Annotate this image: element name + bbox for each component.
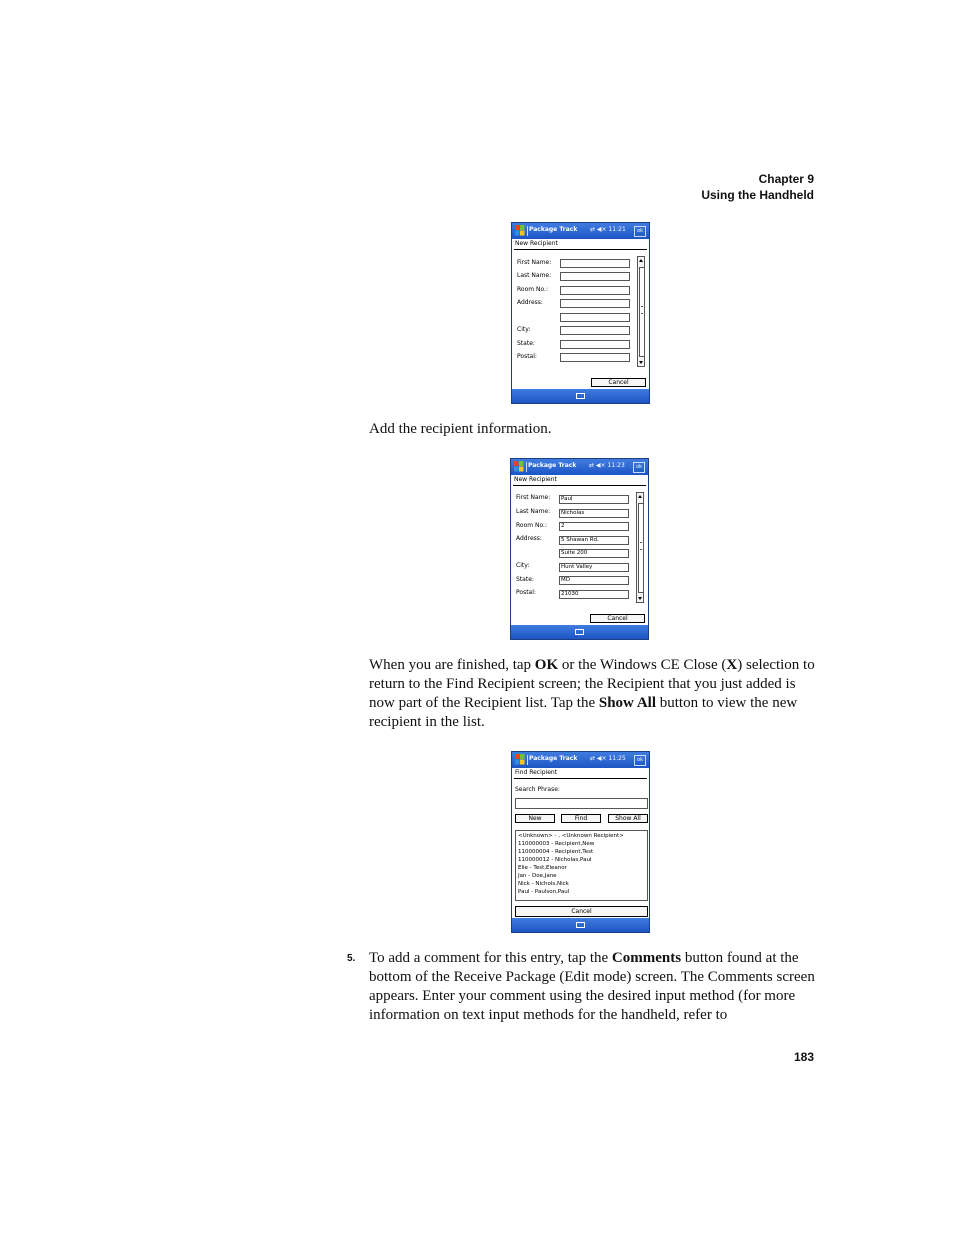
room-no-label: Room No.: <box>516 522 547 529</box>
address-label: Address: <box>517 299 543 306</box>
comments-emphasis: Comments <box>611 950 682 966</box>
text-run: ) selection to return to the Find Recipient screen; the Recipient that you just added is now part of the Recipient list. Tap the <box>369 657 815 711</box>
scroll-down-arrow-icon[interactable] <box>639 361 643 364</box>
keyboard-icon[interactable] <box>575 629 584 635</box>
step-5-paragraph <box>369 949 815 1025</box>
chapter-label: Chapter 9 <box>758 172 814 186</box>
windows-flag-icon[interactable] <box>514 461 524 472</box>
list-item[interactable]: Paul - Paulson,Paul <box>518 889 570 895</box>
scroll-thumb[interactable] <box>638 503 644 593</box>
step-number: 5. <box>347 953 356 964</box>
title-bar <box>512 752 649 768</box>
text-run: When you are finished, tap <box>369 657 535 673</box>
scroll-up-arrow-icon[interactable] <box>638 495 642 498</box>
postal-label: Postal: <box>517 353 537 360</box>
city-label: City: <box>517 326 531 333</box>
postal-field[interactable]: 21030 <box>559 590 629 599</box>
screen-heading: Find Recipient <box>515 769 558 776</box>
text-run: button to view the new recipient in the list. <box>369 695 798 730</box>
status-icons-time[interactable]: ⇄ ◀× 11:23 <box>589 462 625 469</box>
last-name-field[interactable]: Nicholas <box>559 509 629 518</box>
text-run: To add a comment for this entry, tap the <box>369 950 612 966</box>
ok-button[interactable]: ok <box>634 226 646 237</box>
last-name-label: Last Name: <box>517 272 552 279</box>
address-line2-field[interactable] <box>560 313 630 322</box>
vertical-scrollbar[interactable] <box>636 492 644 603</box>
address-line2-field[interactable]: Suite 200 <box>559 549 629 558</box>
instruction-finish-paragraph <box>369 656 815 732</box>
screen-heading: New Recipient <box>515 240 558 247</box>
list-item[interactable]: 110000012 - Nicholas,Paul <box>518 857 592 863</box>
state-field[interactable] <box>560 340 630 349</box>
text-run: or the Windows CE Close ( <box>558 657 727 673</box>
last-name-field[interactable] <box>560 272 630 281</box>
new-recipient-empty-screenshot <box>511 222 650 404</box>
last-name-label: Last Name: <box>516 508 551 515</box>
room-no-field[interactable]: 2 <box>559 522 629 531</box>
cancel-button[interactable]: Cancel <box>590 614 645 623</box>
app-title: Package Track <box>528 462 577 469</box>
state-label: State: <box>516 576 534 583</box>
room-no-field[interactable] <box>560 286 630 295</box>
grip-icon <box>641 306 643 314</box>
divider <box>514 778 647 779</box>
search-phrase-input[interactable] <box>515 798 648 809</box>
cancel-button[interactable]: Cancel <box>515 906 648 917</box>
keyboard-icon[interactable] <box>576 922 585 928</box>
postal-field[interactable] <box>560 353 630 362</box>
ok-button[interactable]: ok <box>634 755 646 766</box>
grip-icon <box>640 542 642 550</box>
list-item[interactable]: Jan - Doe,Jane <box>518 873 557 879</box>
city-field[interactable] <box>560 326 630 335</box>
title-bar <box>511 459 648 475</box>
cancel-button[interactable]: Cancel <box>591 378 646 387</box>
first-name-field[interactable]: Paul <box>559 495 629 504</box>
address-line1-field[interactable] <box>560 299 630 308</box>
list-item[interactable]: <Unknown> - , <Unknown Recipient> <box>518 833 624 839</box>
room-no-label: Room No.: <box>517 286 548 293</box>
text-run: button found at the bottom of the Receive Package (Edit mode) screen. The Comments screen appears. Enter your comment using the desired input method (for more information on text input methods for the handheld, refer to <box>369 950 815 1023</box>
state-field[interactable]: MD <box>559 576 629 585</box>
windows-flag-icon[interactable] <box>515 225 525 236</box>
scroll-down-arrow-icon[interactable] <box>638 597 642 600</box>
show-all-emphasis: Show All <box>598 695 656 711</box>
address-line1-field[interactable]: 5 Shawan Rd. <box>559 536 629 545</box>
divider <box>513 485 646 486</box>
city-label: City: <box>516 562 530 569</box>
screen-heading: New Recipient <box>514 476 557 483</box>
ok-emphasis: OK <box>534 657 559 673</box>
postal-label: Postal: <box>516 589 536 596</box>
new-recipient-filled-screenshot <box>510 458 649 640</box>
instruction-add-recipient: Add the recipient information. <box>369 421 552 437</box>
keyboard-icon[interactable] <box>576 393 585 399</box>
first-name-field[interactable] <box>560 259 630 268</box>
ok-button[interactable]: ok <box>633 462 645 473</box>
section-label: Using the Handheld <box>701 188 814 202</box>
new-button[interactable]: New <box>515 814 555 823</box>
recipient-list[interactable] <box>515 830 648 901</box>
title-separator <box>527 755 528 765</box>
vertical-scrollbar[interactable] <box>637 256 645 367</box>
state-label: State: <box>517 340 535 347</box>
find-button[interactable]: Find <box>561 814 601 823</box>
title-bar <box>512 223 649 239</box>
taskbar <box>512 389 649 403</box>
page-number: 183 <box>793 1050 814 1064</box>
scroll-up-arrow-icon[interactable] <box>639 259 643 262</box>
status-icons-time[interactable]: ⇄ ◀× 11:25 <box>590 755 626 762</box>
list-item[interactable]: 110000004 - Recipient,Test <box>518 849 594 855</box>
list-item[interactable]: 110000003 - Recipient,New <box>518 841 595 847</box>
first-name-label: First Name: <box>516 494 551 501</box>
find-recipient-screenshot <box>511 751 650 933</box>
windows-flag-icon[interactable] <box>515 754 525 765</box>
city-field[interactable]: Hunt Valley <box>559 563 629 572</box>
address-label: Address: <box>516 535 542 542</box>
taskbar <box>512 918 649 932</box>
title-separator <box>527 226 528 236</box>
title-separator <box>526 462 527 472</box>
divider <box>514 249 647 250</box>
list-item[interactable]: Nick - Nichols,Nick <box>518 881 569 887</box>
show-all-button[interactable]: Show All <box>608 814 648 823</box>
status-icons-time[interactable]: ⇄ ◀× 11:21 <box>590 226 626 233</box>
list-item[interactable]: Elie - Test,Eleanor <box>518 865 567 871</box>
close-x-emphasis: X <box>726 657 738 673</box>
taskbar <box>511 625 648 639</box>
search-phrase-label: Search Phrase: <box>515 786 560 793</box>
first-name-label: First Name: <box>517 259 552 266</box>
scroll-thumb[interactable] <box>639 267 645 357</box>
app-title: Package Track <box>529 226 578 233</box>
app-title: Package Track <box>529 755 578 762</box>
